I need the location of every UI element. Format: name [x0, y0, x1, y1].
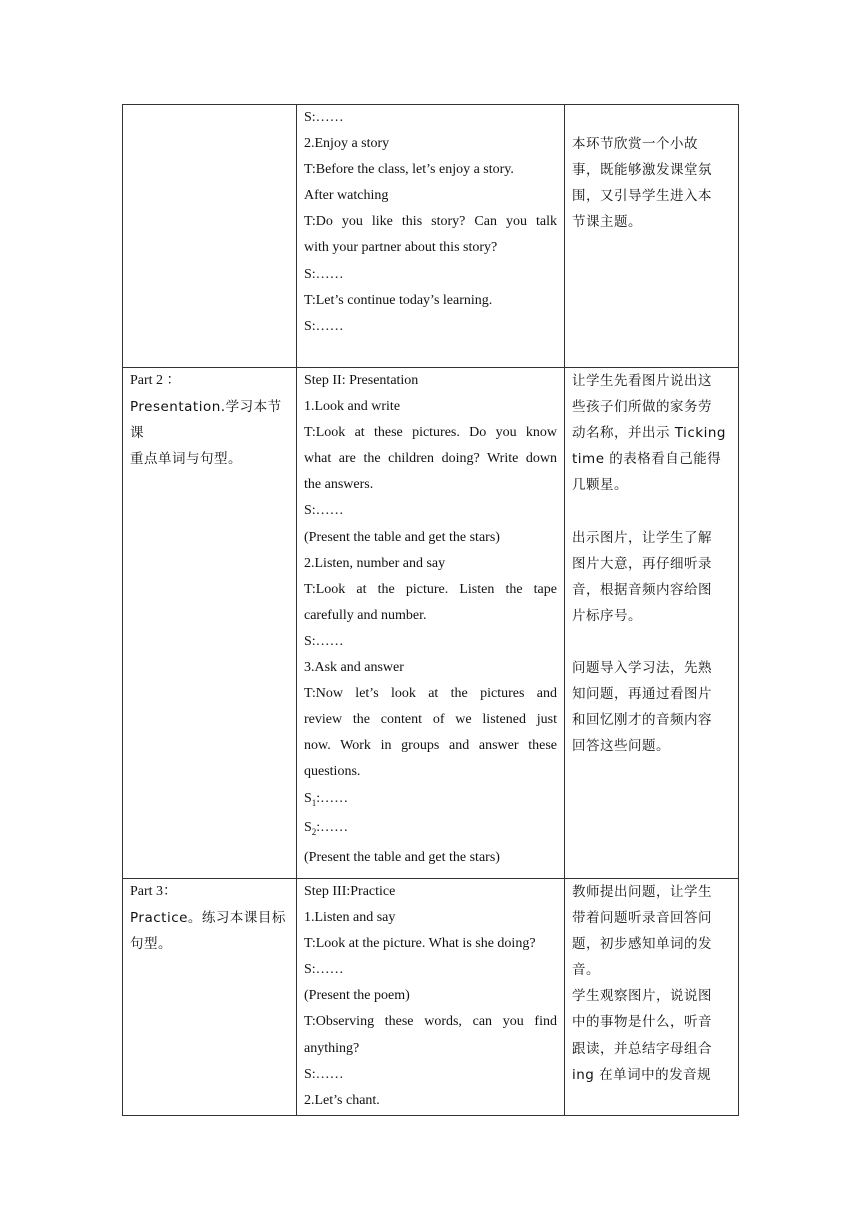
process-line: T:Look at the picture. Listen the tape	[304, 581, 557, 597]
process-line: anything?	[304, 1040, 360, 1056]
intent-line: 事，既能够激发课堂氛	[572, 162, 712, 179]
part-line: 重点单词与句型。	[130, 451, 242, 468]
intent-cell	[565, 368, 739, 879]
intent-line: 和回忆刚才的音频内容	[572, 712, 712, 729]
intent-line: 学生观察图片，说说图	[572, 988, 712, 1005]
process-line: 2.Let’s chant.	[304, 1092, 380, 1108]
process-line: (Present the poem)	[304, 988, 410, 1004]
process-line	[304, 815, 557, 845]
process-line: After watching	[304, 188, 389, 204]
process-line: carefully and number.	[304, 607, 427, 623]
speaker-text: :……	[316, 790, 349, 806]
process-line: T:Let’s continue today’s learning.	[304, 292, 493, 308]
process-line: Step III:Practice	[304, 884, 396, 899]
process-cell	[297, 879, 565, 1116]
process-cell	[297, 105, 565, 368]
intent-line: 围，又引导学生进入本	[572, 188, 712, 205]
process-line: T:Now let’s look at the pictures and	[304, 686, 557, 702]
intent-cell	[565, 105, 739, 368]
process-line: T:Look at the picture. What is she doing?	[304, 936, 536, 952]
lesson-plan-table	[122, 104, 739, 1116]
speaker-index: 2	[311, 827, 317, 838]
process-line: T:Observing these words, can you find	[304, 1014, 557, 1030]
spacer	[572, 629, 731, 655]
intent-line: 跟读，并总结字母组合	[572, 1040, 712, 1057]
process-cell	[297, 368, 565, 879]
intent-line: 出示图片，让学生了解	[572, 529, 712, 546]
intent-line: 回答这些问题。	[572, 738, 670, 755]
intent-line: 中的事物是什么，听音	[572, 1014, 712, 1031]
part-title: Part 3：	[130, 884, 178, 899]
table-row	[123, 105, 739, 368]
process-line	[304, 786, 557, 816]
speaker-label: S	[304, 820, 312, 836]
process-line: S:……	[304, 962, 344, 978]
intent-line: 问题导入学习法，先熟	[572, 660, 712, 677]
process-line: now. Work in groups and answer these	[304, 738, 557, 754]
process-line: S:……	[304, 318, 344, 334]
intent-line: ing 在单词中的发音规	[572, 1066, 712, 1083]
intent-line: 题，初步感知单词的发	[572, 936, 712, 953]
process-line: (Present the table and get the stars)	[304, 850, 500, 866]
process-line: 3.Ask and answer	[304, 660, 404, 676]
intent-line: 图片大意，再仔细听录	[572, 555, 712, 572]
process-line: T:Look at these pictures. Do you know	[304, 425, 557, 441]
part-cell	[123, 105, 297, 368]
process-line: 2.Enjoy a story	[304, 136, 390, 152]
speaker-label: S	[304, 790, 312, 806]
intent-line: 动名称，并出示 Ticking	[572, 425, 726, 442]
process-line: (Present the table and get the stars)	[304, 529, 500, 545]
intent-line: 几颗星。	[572, 477, 628, 494]
process-line: S:……	[304, 110, 344, 125]
part-line: 句型。	[130, 936, 172, 953]
process-line: S:……	[304, 633, 344, 649]
process-line: 1.Listen and say	[304, 910, 396, 926]
part-cell	[123, 368, 297, 879]
process-line: T:Before the class, let’s enjoy a story.	[304, 162, 514, 178]
part-line: Presentation.学习本节课	[130, 399, 282, 442]
intent-cell	[565, 879, 739, 1116]
table-row	[123, 879, 739, 1116]
intent-line: 教师提出问题，让学生	[572, 884, 712, 900]
spacer	[572, 498, 731, 524]
speaker-text: :……	[316, 820, 349, 836]
intent-line: 片标序号。	[572, 607, 642, 624]
intent-line: 知问题，再通过看图片	[572, 686, 712, 703]
part-title: Part 2 ：	[130, 373, 181, 388]
part-line: Practice。练习本课目标	[130, 910, 286, 927]
process-line: questions.	[304, 764, 361, 780]
intent-line: 让学生先看图片说出这	[572, 373, 712, 389]
process-line: S:……	[304, 266, 344, 282]
part-cell	[123, 879, 297, 1116]
process-line: what are the children doing? Write down	[304, 451, 557, 467]
process-line: 2.Listen, number and say	[304, 555, 446, 571]
intent-line: 本环节欣赏一个小故	[572, 136, 698, 152]
process-line: S:……	[304, 1066, 344, 1082]
process-line: review the content of we listened just	[304, 712, 557, 728]
speaker-index: 1	[311, 797, 317, 808]
process-line: 1.Look and write	[304, 399, 401, 415]
process-line: Step II: Presentation	[304, 373, 419, 388]
intent-line: time 的表格看自己能得	[572, 451, 722, 468]
intent-line: 节课主题。	[572, 214, 642, 231]
intent-line: 音。	[572, 962, 600, 979]
intent-line: 带着问题听录音回答问	[572, 910, 712, 927]
process-line: T:Do you like this story? Can you talk	[304, 214, 557, 230]
process-line: with your partner about this story?	[304, 240, 498, 256]
process-line: S:……	[304, 503, 344, 519]
intent-line: 音，根据音频内容给图	[572, 581, 712, 598]
process-line: the answers.	[304, 477, 374, 493]
intent-line: 些孩子们所做的家务劳	[572, 399, 712, 416]
table-row	[123, 368, 739, 879]
